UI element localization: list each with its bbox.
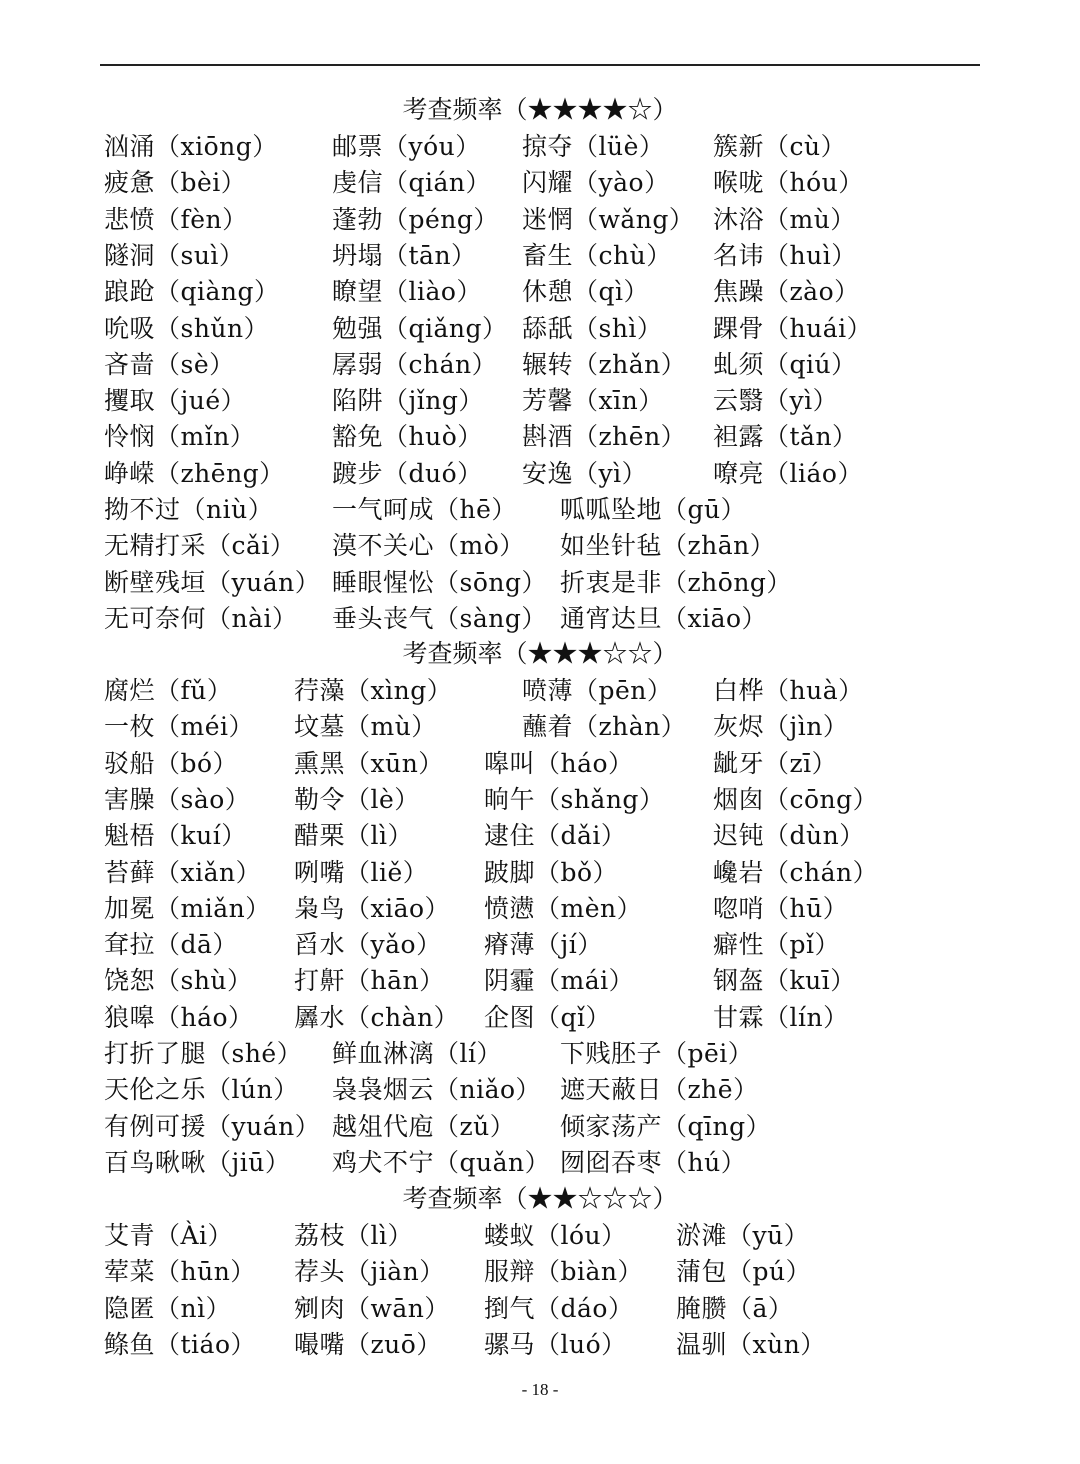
vocab-entry: 汹涌（xiōng） [104,132,278,161]
vocab-entry: 邮票（yóu） [332,132,481,161]
vocab-entry: 骡马（luó） [484,1329,627,1359]
vocab-row [0,311,1080,347]
frequency-heading: 考查频率（★★★★☆） [402,95,678,124]
vocab-entry: 狼嗥（háo） [104,1002,254,1032]
vocab-entry: 企图（qǐ） [484,1002,611,1032]
vocab-entry: 荔枝（lì） [294,1221,413,1250]
vocab-entry: 芳馨（xīn） [522,386,664,416]
vocab-entry: 袅袅烟云（niǎo） [332,1075,542,1105]
vocab-entry: 天伦之乐（lún） [104,1075,299,1105]
vocab-entry: 龇牙（zī） [713,748,838,778]
vocab-entry: 腐烂（fǔ） [104,676,233,705]
vocab-entry: 遮天蔽日（zhē） [560,1075,759,1105]
vocab-entry: 踝骨（huái） [713,313,873,343]
vocab-entry: 蓬勃（péng） [332,204,499,234]
vocab-entry: 愤懑（mèn） [484,893,643,923]
frequency-heading: 考查频率（★★★☆☆） [402,639,678,668]
vocab-entry: 峥嵘（zhēng） [104,458,285,488]
vocab-entry: 休憩（qì） [522,277,649,307]
vocab-row [0,673,1080,709]
vocab-entry: 苔藓（xiǎn） [104,857,262,887]
vocab-entry: 坍塌（tān） [332,240,477,270]
vocab-entry: 闪耀（yào） [522,168,670,198]
vocab-entry: 服辩（biàn） [484,1257,644,1287]
vocab-entry: 隧洞（suì） [104,240,245,270]
vocab-entry: 虬须（qiú） [713,349,857,379]
vocab-row [0,202,1080,238]
vocab-entry: 无可奈何（nài） [104,603,298,633]
vocab-entry: 坟墓（mù） [294,712,437,742]
vocab-row [0,1327,1080,1363]
vocab-entry: 甘霖（lín） [713,1002,849,1032]
vocab-entry: 荐头（jiàn） [294,1257,445,1287]
vocab-entry: 踱步（duó） [332,458,483,488]
vocab-entry: 蒲包（pú） [676,1257,812,1287]
vocab-entry: 下贱胚子（pēi） [560,1039,754,1068]
vocab-entry: 安逸（yì） [522,458,648,488]
vocab-entry: 跛脚（bǒ） [484,857,619,887]
vocab-entry: 有例可援（yuán） [104,1111,321,1141]
vocab-entry: 枭鸟（xiāo） [294,893,451,923]
vocab-row [0,565,1080,601]
vocab-row [0,1291,1080,1327]
vocab-entry: 掠夺（lüè） [522,132,665,161]
vocab-entry: 呱呱坠地（gū） [560,495,747,524]
vocab-row [0,855,1080,891]
vocab-entry: 打折了腿（shé） [104,1039,303,1068]
vocab-entry: 垂头丧气（sàng） [332,603,547,633]
vocab-entry: 无精打采（cǎi） [104,531,296,561]
vocab-entry: 咧嘴（liě） [294,857,429,887]
vocab-entry: 疲惫（bèi） [104,168,247,198]
vocab-entry: 簇新（cù） [713,132,847,161]
vocab-entry: 鸡犬不宁（quǎn） [332,1147,551,1177]
vocab-entry: 嘬嘴（zuō） [294,1329,442,1359]
vocab-entry: 白桦（huà） [713,676,864,705]
vocab-entry: 烟囱（cōng） [713,784,879,814]
vocab-entry: 迟钝（dùn） [713,821,865,851]
vocab-row [0,927,1080,963]
header-rule [100,64,980,66]
vocab-row [0,129,1080,165]
vocab-entry: 一枚（méi） [104,712,254,742]
vocab-entry: 一气呵成（hē） [332,495,517,524]
vocab-entry: 舔舐（shì） [522,313,663,343]
vocab-entry: 打鼾（hān） [294,966,445,996]
vocab-entry: 畜生（chù） [522,240,672,270]
vocab-entry: 拗不过（niù） [104,495,274,524]
vocab-entry: 温驯（xùn） [676,1329,826,1359]
vocab-entry: 喷薄（pēn） [522,676,673,705]
vocab-entry: 喉咙（hóu） [713,168,864,198]
vocab-row [0,383,1080,419]
vocab-entry: 鲦鱼（tiáo） [104,1329,256,1359]
vocab-entry: 辗转（zhǎn） [522,349,687,379]
vocab-row [0,492,1080,528]
vocab-entry: 漠不关心（mò） [332,531,525,561]
vocab-entry: 名讳（huì） [713,240,857,270]
vocab-entry: 瘠薄（jí） [484,930,603,960]
vocab-entry: 勒令（lè） [294,784,420,814]
vocab-row [0,1145,1080,1181]
vocab-row [0,601,1080,637]
vocab-entry: 勉强（qiǎng） [332,313,508,343]
vocab-entry: 害臊（sào） [104,784,251,814]
vocab-entry: 斟酒（zhēn） [522,422,687,452]
vocab-entry: 孱弱（chán） [332,349,498,379]
vocab-entry: 醋栗（lì） [294,821,413,851]
vocab-entry: 袒露（tǎn） [713,422,858,452]
vocab-entry: 倾家荡产（qīng） [560,1111,772,1141]
vocab-entry: 陷阱（jǐng） [332,386,484,416]
vocab-entry: 踉跄（qiàng） [104,277,280,307]
vocab-entry: 晌午（shǎng） [484,784,665,814]
vocab-row [0,963,1080,999]
vocab-entry: 灰烬（jìn） [713,712,849,742]
vocab-row [0,456,1080,492]
vocab-entry: 荤菜（hūn） [104,1257,256,1287]
vocab-entry: 嘹亮（liáo） [713,458,863,488]
vocab-entry: 熏黑（xūn） [294,748,444,778]
vocab-row [0,709,1080,745]
vocab-entry: 驳船（bó） [104,748,239,778]
vocab-row [0,782,1080,818]
vocab-row [0,746,1080,782]
vocab-entry: 蝼蚁（lóu） [484,1221,627,1250]
vocab-entry: 耷拉（dā） [104,930,238,960]
vocab-entry: 通宵达旦（xiāo） [560,603,768,633]
vocab-entry: 阴霾（mái） [484,966,635,996]
vocab-entry: 百鸟啾啾（jiū） [104,1147,291,1177]
vocab-entry: 越俎代庖（zǔ） [332,1111,516,1141]
vocab-entry: 剜肉（wān） [294,1293,450,1323]
vocab-entry: 巉岩（chán） [713,857,879,887]
vocab-entry: 舀水（yǎo） [294,930,442,960]
vocab-entry: 淤滩（yū） [676,1221,810,1250]
vocab-entry: 睡眼惺忪（sōng） [332,567,547,597]
vocab-entry: 加冕（miǎn） [104,893,271,923]
vocab-entry: 逮住（dǎi） [484,821,627,851]
vocab-entry: 沐浴（mù） [713,204,856,234]
vocab-entry: 魁梧（kuí） [104,821,247,851]
vocab-entry: 虔信（qián） [332,168,492,198]
vocab-row [0,1036,1080,1072]
vocab-entry: 吝啬（sè） [104,349,235,379]
vocab-row [0,1109,1080,1145]
vocab-entry: 饶恕（shù） [104,966,253,996]
vocab-row [0,165,1080,201]
vocab-row [0,1218,1080,1254]
vocab-row [0,238,1080,274]
vocab-entry: 唿哨（hū） [713,893,849,923]
vocab-entry: 癖性（pǐ） [713,930,840,960]
vocab-entry: 鲜血淋漓（lí） [332,1039,502,1068]
vocab-row [0,419,1080,455]
vocab-entry: 焦躁（zào） [713,277,860,307]
vocab-entry: 隐匿（nì） [104,1293,232,1323]
vocab-entry: 怜悯（mǐn） [104,422,256,452]
vocab-row [0,528,1080,564]
vocab-entry: 迷惘（wǎng） [522,204,695,234]
vocab-row [0,1072,1080,1108]
vocab-row [0,891,1080,927]
vocab-entry: 荇藻（xìng） [294,676,453,705]
vocab-entry: 蘸着（zhàn） [522,712,687,742]
vocab-entry: 嗥叫（háo） [484,748,634,778]
vocab-row [0,347,1080,383]
page-number: - 18 - [521,1380,559,1399]
vocab-entry: 捯气（dáo） [484,1293,634,1323]
vocab-entry: 断壁残垣（yuán） [104,567,321,597]
vocab-entry: 如坐针毡（zhān） [560,531,776,561]
vocab-row [0,818,1080,854]
vocab-entry: 腌臜（ā） [676,1293,794,1323]
vocab-row [0,274,1080,310]
vocab-row [0,1000,1080,1036]
vocab-entry: 豁免（huò） [332,422,483,452]
vocab-entry: 吮吸（shǔn） [104,313,270,343]
vocab-entry: 攫取（jué） [104,386,247,416]
vocab-entry: 悲愤（fèn） [104,204,248,234]
vocab-entry: 云翳（yì） [713,386,839,416]
vocab-entry: 钢盔（kuī） [713,966,856,996]
frequency-heading: 考查频率（★★☆☆☆） [402,1184,678,1213]
vocab-row [0,1254,1080,1290]
vocab-entry: 折衷是非（zhōng） [560,567,792,597]
vocab-entry: 囫囵吞枣（hú） [560,1147,747,1177]
vocab-entry: 羼水（chàn） [294,1002,460,1032]
vocab-entry: 艾青（Ài） [104,1221,234,1250]
vocab-entry: 瞭望（liào） [332,277,482,307]
